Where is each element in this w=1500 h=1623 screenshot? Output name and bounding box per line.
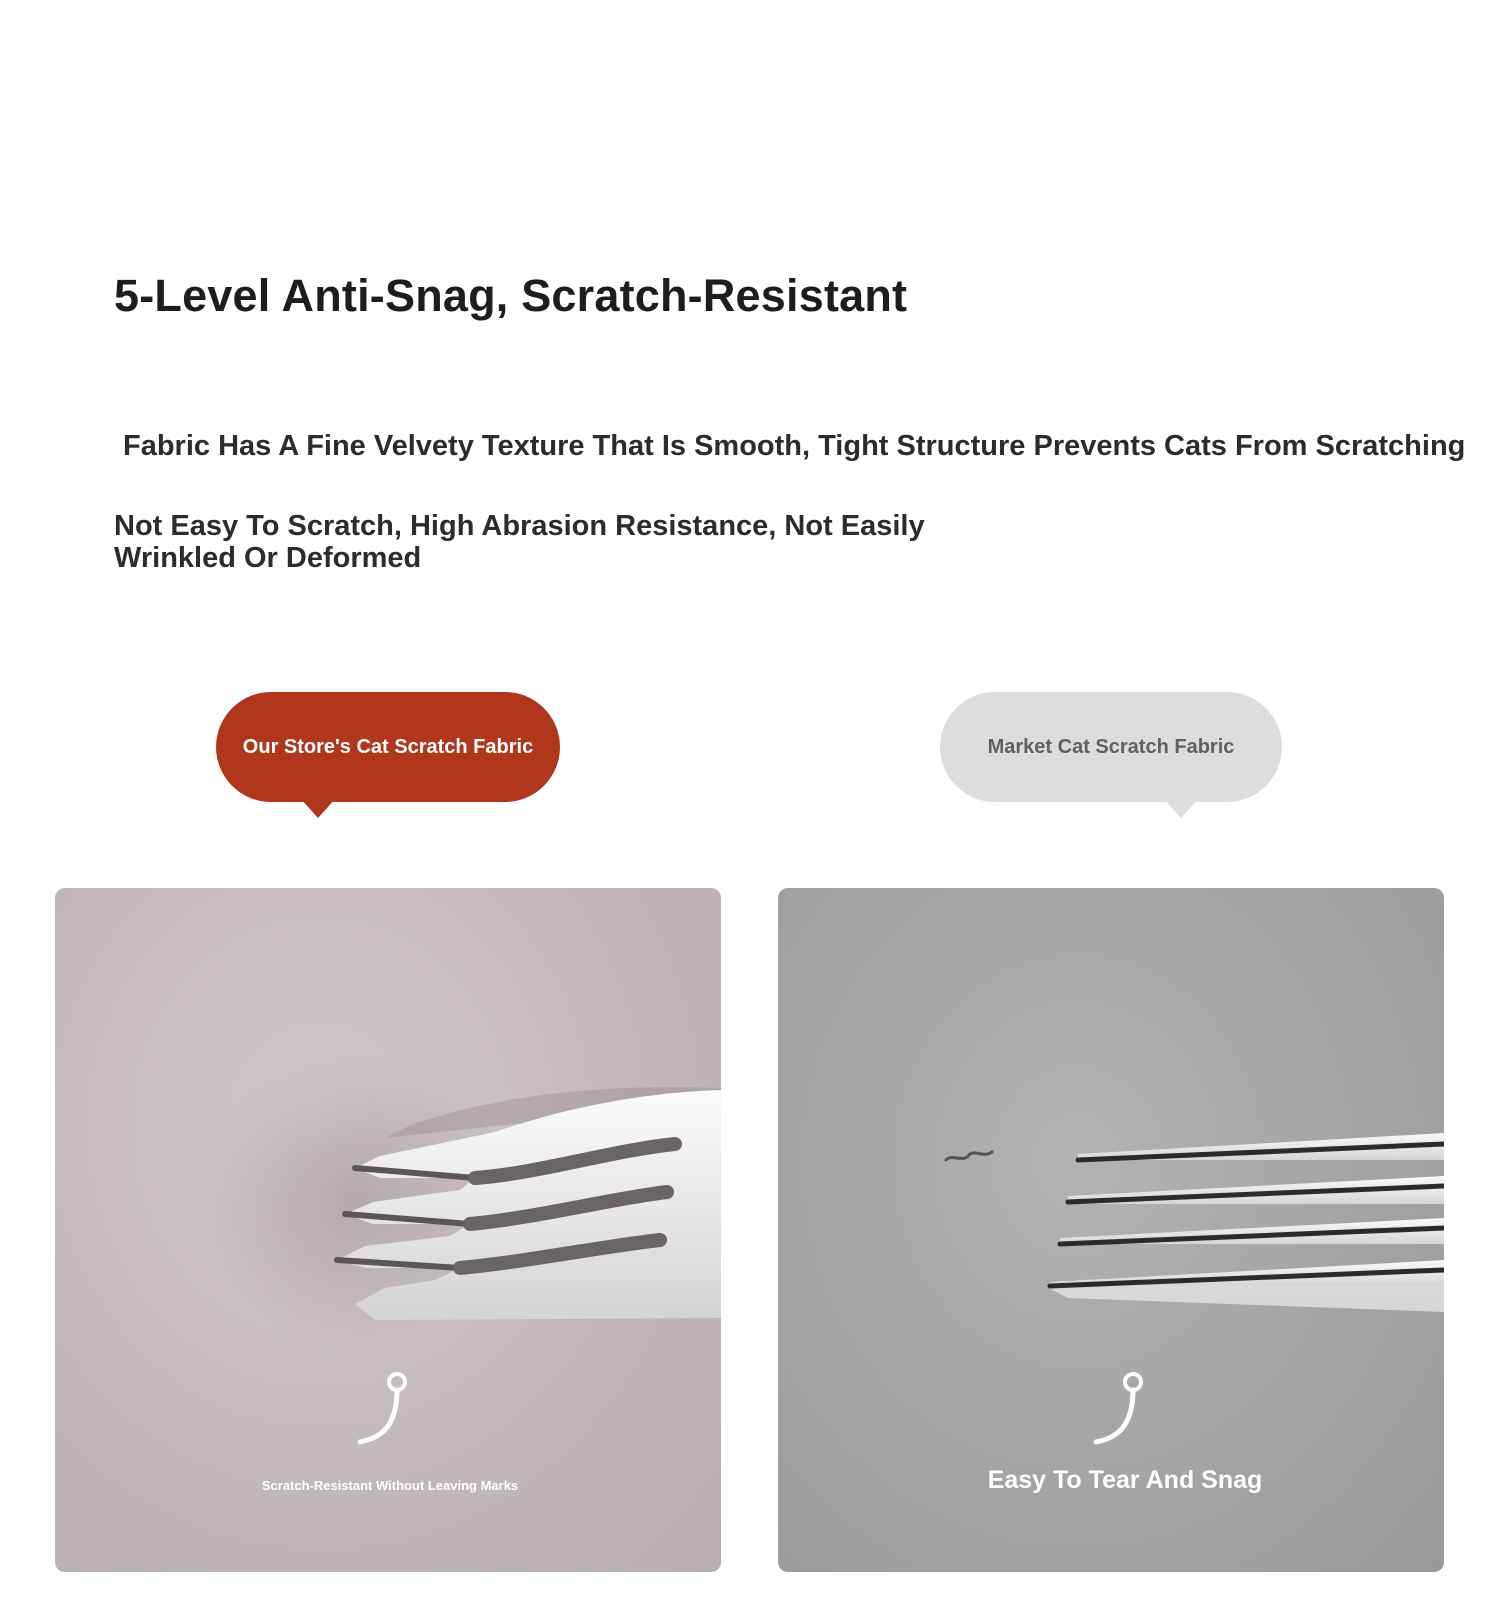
our-fabric-label-bubble: [216, 692, 560, 802]
our-fabric-photo: [55, 888, 721, 1572]
hook-icon: [1088, 1370, 1158, 1460]
feature-line-texture: Fabric Has A Fine Velvety Texture That Is Smooth, Tight Structure Prevents Cats From Scratching: [123, 430, 1466, 462]
market-fabric-caption: Easy To Tear And Snag: [987, 1466, 1263, 1494]
market-fabric-photo: [778, 888, 1444, 1572]
feature-line-durability: Not Easy To Scratch, High Abrasion Resistance, Not Easily Wrinkled Or Deformed: [114, 510, 925, 574]
our-fabric-caption: Scratch-Resistant Without Leaving Marks: [261, 1478, 519, 1493]
bubble-pointer: [300, 798, 336, 818]
fork-on-velvet-illustration: [55, 888, 721, 1572]
market-fabric-label-bubble: [940, 692, 1282, 802]
our-fabric-label: Our Store's Cat Scratch Fabric: [242, 735, 534, 758]
market-fabric-label: Market Cat Scratch Fabric: [987, 735, 1235, 758]
bubble-pointer: [1163, 798, 1199, 818]
hook-icon: [352, 1370, 422, 1460]
page-title: 5-Level Anti-Snag, Scratch-Resistant: [114, 270, 908, 321]
